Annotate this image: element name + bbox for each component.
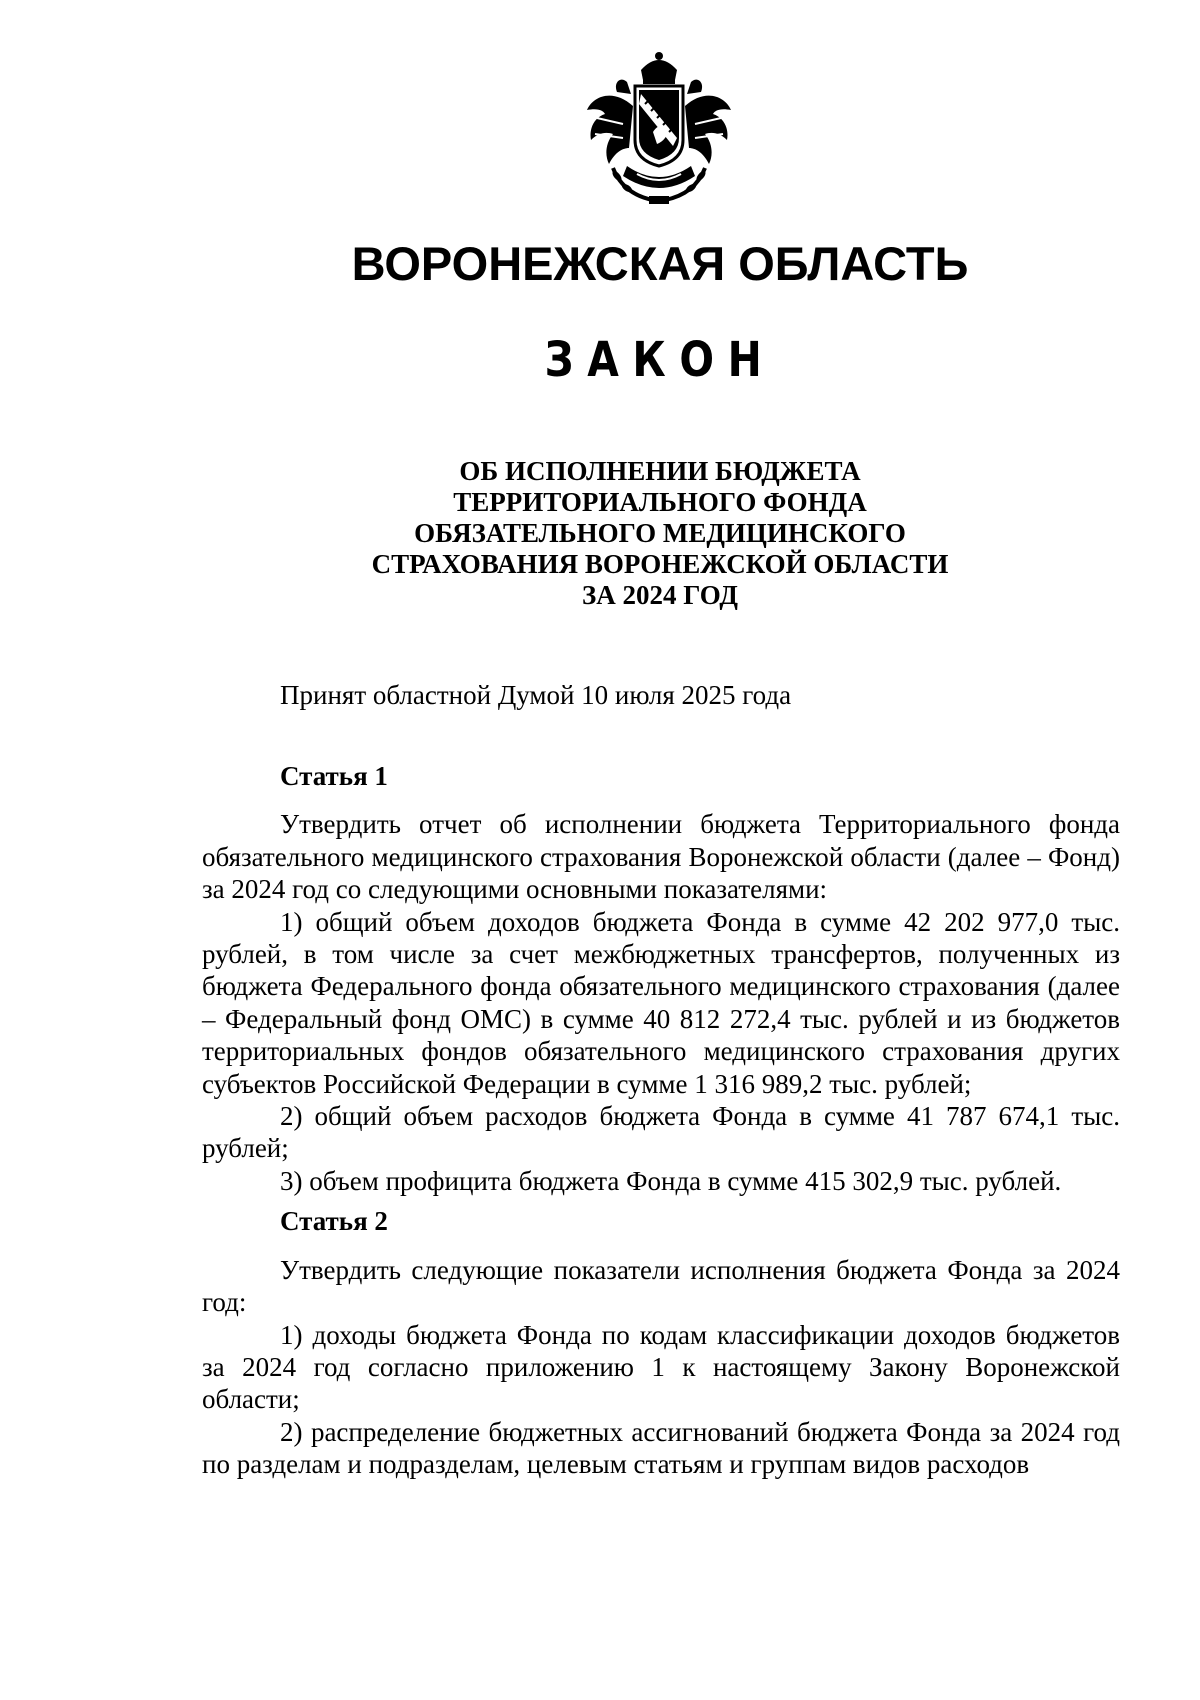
article-2-title: Статья 2 (280, 1206, 388, 1237)
article-paragraph: 2) распределение бюджетных ассигнований бюджета Фонда за 2024 год по разделам и подразделам, целевым статьям и группам видов расходов (202, 1416, 1120, 1480)
adoption-note: Принят областной Думой 10 июля 2025 года (280, 680, 792, 710)
document-body (202, 760, 1120, 1481)
article-paragraph: 3) объем профицита бюджета Фонда в сумме 415 302,9 тыс. рублей. (280, 1165, 1062, 1196)
article-paragraph: 2) общий объем расходов бюджета Фонда в сумме 41 787 674,1 тыс. рублей; (202, 1101, 1120, 1164)
document-heading (0, 456, 1200, 611)
article-paragraph: Утвердить отчет об исполнении бюджета Территориального фонда обязательного медицинского страхования Воронежской области (далее – Фонд) за 2024 год со следующими основными показателями: (202, 809, 1120, 905)
coat-of-arms-icon (583, 48, 735, 206)
heading-line: ОБЯЗАТЕЛЬНОГО МЕДИЦИНСКОГО (414, 518, 906, 548)
article-paragraph: 1) доходы бюджета Фонда по кодам классификации доходов бюджетов за 2024 год согласно приложению 1 к настоящему Закону Воронежской области; (202, 1319, 1120, 1415)
region-title: ВОРОНЕЖСКАЯ ОБЛАСТЬ (351, 237, 969, 290)
article-paragraph: 1) общий объем доходов бюджета Фонда в сумме 42 202 977,0 тыс. рублей, в том числе за счет межбюджетных трансфертов, полученных из бюджета Федерального фонда обязательного медицинского страхования (далее – Федеральный фонд ОМС) в сумме 40 812 272,4 тыс. рублей и из бюджетов территориальных фондов обязательного медицинского страхования других субъектов Российской Федерации в сумме 1 316 989,2 тыс. рублей; (202, 906, 1120, 1099)
document-type: ЗАКОН (544, 332, 776, 388)
article-paragraph: Утвердить следующие показатели исполнения бюджета Фонда за 2024 год: (202, 1254, 1120, 1318)
heading-line: ТЕРРИТОРИАЛЬНОГО ФОНДА (453, 487, 867, 517)
heading-line: СТРАХОВАНИЯ ВОРОНЕЖСКОЙ ОБЛАСТИ (371, 549, 949, 579)
heading-line: ОБ ИСПОЛНЕНИИ БЮДЖЕТА (459, 456, 861, 486)
heading-line: ЗА 2024 ГОД (582, 580, 738, 610)
article-1-title: Статья 1 (280, 761, 388, 791)
